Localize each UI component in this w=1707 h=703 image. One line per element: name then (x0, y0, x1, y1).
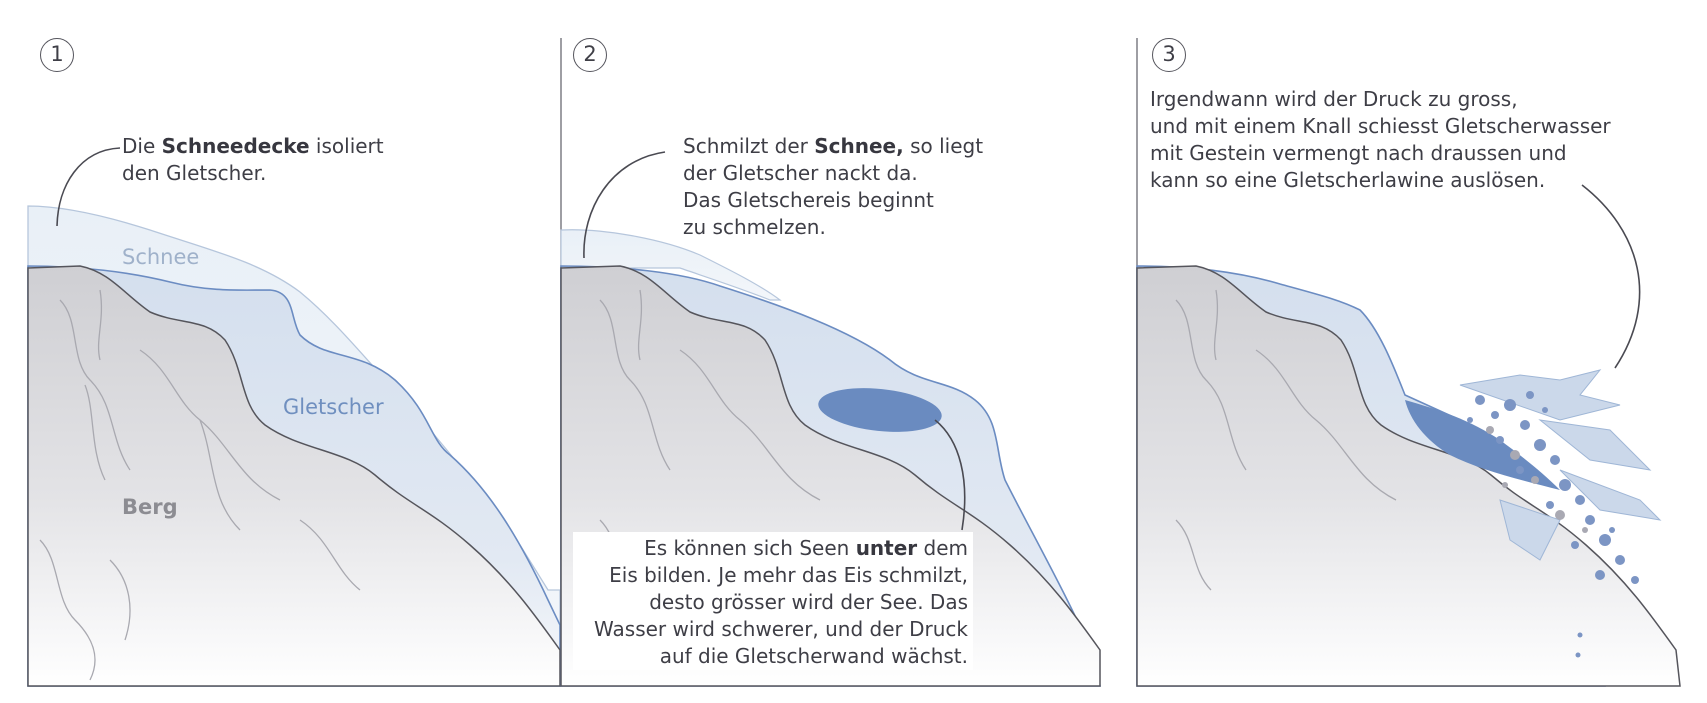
panel-3-caption: Irgendwann wird der Druck zu gross, und mit einem Knall schiesst Gletscherwasser mit Gestein vermengt nach draussen und kann so eine Gletscherlawine auslösen. (1150, 87, 1611, 192)
panel-1-caption: Die Schneedecke isoliert den Gletscher. (122, 134, 384, 185)
lake-caption: Es können sich Seen unter dem Eis bilden. Je mehr das Eis schmilzt, desto grösser wird der See. Das Wasser wird schwerer, und der Druck auf die Gletscherwand wächst. (594, 536, 968, 668)
label-glacier: Gletscher (283, 395, 384, 419)
panel-3-number: 3 (1152, 38, 1186, 72)
panel-2-caption: Schmilzt der Schnee, so liegt der Gletscher nackt da. Das Gletschereis beginnt zu schmelzen. (683, 134, 984, 239)
mountain (1137, 266, 1680, 686)
panel-3-illustration (1137, 185, 1680, 686)
label-snow: Schnee (122, 245, 200, 269)
label-mountain: Berg (122, 495, 178, 519)
annotation-curve-3 (1582, 185, 1640, 368)
panel-2-number: 2 (573, 38, 607, 72)
panel-1-number: 1 (40, 38, 74, 72)
